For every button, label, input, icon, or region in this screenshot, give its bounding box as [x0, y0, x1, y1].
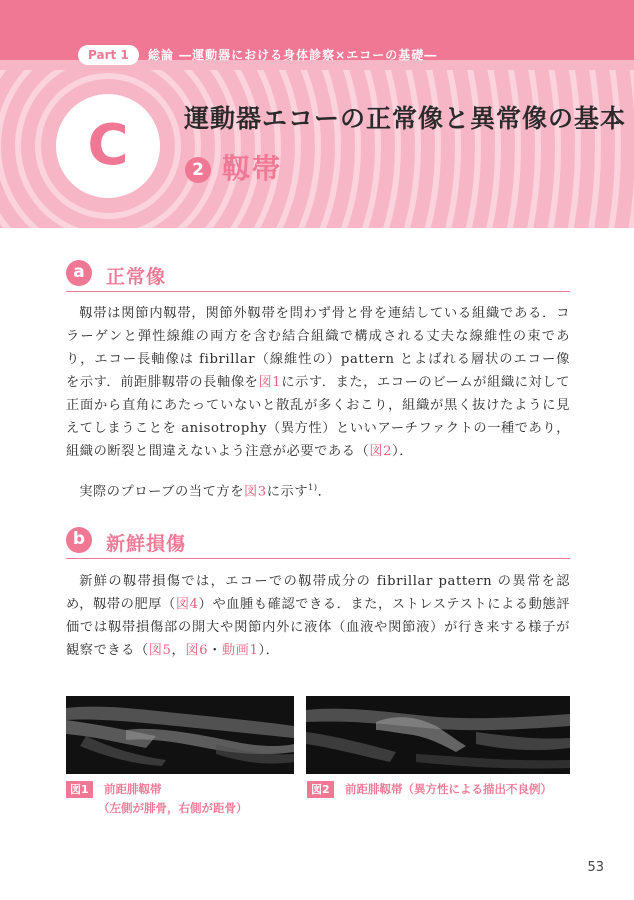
text-run: に示す．また，エコーのビームが組織に対して正面から直角にあたっていないと散乱が多くおこり，組織が黒く抜けたように見えてしまうことを anisotrophy（異方性）といいアーチファクトの一種であり，組織の断裂と間違えないよう注意が必要である（ [66, 375, 571, 459]
part-label: Part 1 [78, 45, 139, 65]
ultrasound-texture [306, 696, 570, 774]
figure-2-label: 図2 [307, 781, 334, 798]
text-run: に示す [266, 484, 309, 500]
section-b-letter: b [66, 527, 92, 553]
figure-ref-6[interactable]: 図6 [185, 643, 209, 658]
text-run: 靱帯は関節内靱帯，関節外靱帯を問わず骨と骨を連結している組織である．コラーゲンと弾性線維の両方を含む結合組織で構成される丈夫な線維性の束であり，エコー長軸像は fibrillar（線維性の）pattern とよばれる層状のエコー像を示す．前距腓靱帯の長軸像を [66, 306, 570, 390]
figure-ref-2[interactable]: 図2 [369, 444, 393, 459]
section-b-paragraph-1 [66, 570, 570, 662]
section-a-letter: a [66, 260, 92, 286]
section-a-paragraph-1 [66, 302, 570, 463]
figure-ref-5[interactable]: 図5 [148, 643, 172, 658]
figure-2-caption: 前距腓靱帯（異方性による描出不良例） [345, 782, 552, 796]
figure-1-caption-line-1: 前距腓靱帯 [104, 782, 162, 796]
text-run: ・ [208, 643, 222, 658]
section-b-title: 新鮮損傷 [106, 533, 187, 555]
part-title: 総論 ―運動器における身体診察×エコーの基礎― [148, 48, 438, 62]
chapter-header [0, 0, 634, 228]
chapter-letter: C [87, 113, 129, 178]
text-run: ． [317, 484, 332, 500]
figure-1-ultrasound-image [66, 696, 294, 774]
text-run: ）． [392, 444, 414, 459]
figure-ref-4[interactable]: 図4 [175, 597, 199, 612]
section-a-paragraph-2 [66, 476, 570, 503]
sub-title: 靱帯 [222, 152, 283, 185]
chapter-letter-badge [56, 94, 160, 198]
text-run: ）． [258, 643, 280, 658]
sub-number-badge: 2 [185, 157, 211, 183]
section-a-title: 正常像 [106, 266, 167, 288]
page-number: 53 [587, 860, 604, 875]
figure-1-label: 図1 [66, 781, 93, 798]
text-run: 新鮮の靱帯損傷では，エコーでの靱帯成分の fibrillar pattern の異常を認め，靱帯の肥厚（ [66, 574, 570, 612]
ultrasound-texture [66, 696, 294, 774]
figure-ref-1[interactable]: 図1 [258, 375, 282, 390]
section-b-heading [66, 527, 570, 559]
citation-superscript: 1) [308, 483, 318, 492]
main-title: 運動器エコーの正常像と異常像の基本 [184, 104, 627, 133]
text-run: 実際のプローブの当て方を [79, 484, 244, 500]
text-run: ， [171, 643, 186, 658]
section-a-heading [66, 260, 570, 292]
video-ref-1[interactable]: 動画1 [221, 643, 259, 658]
figure-1-caption-line-2: （左側が腓骨，右側が距骨） [98, 801, 248, 815]
figure-2-ultrasound-image [306, 696, 570, 774]
figure-ref-3[interactable]: 図3 [243, 484, 267, 500]
text-run: ）や血腫も確認できる．また，ストレステストによる動態評価では靱帯損傷部の開大や関節内外に液体（血液や関節液）が行き来する様子が観察できる（ [66, 597, 570, 658]
